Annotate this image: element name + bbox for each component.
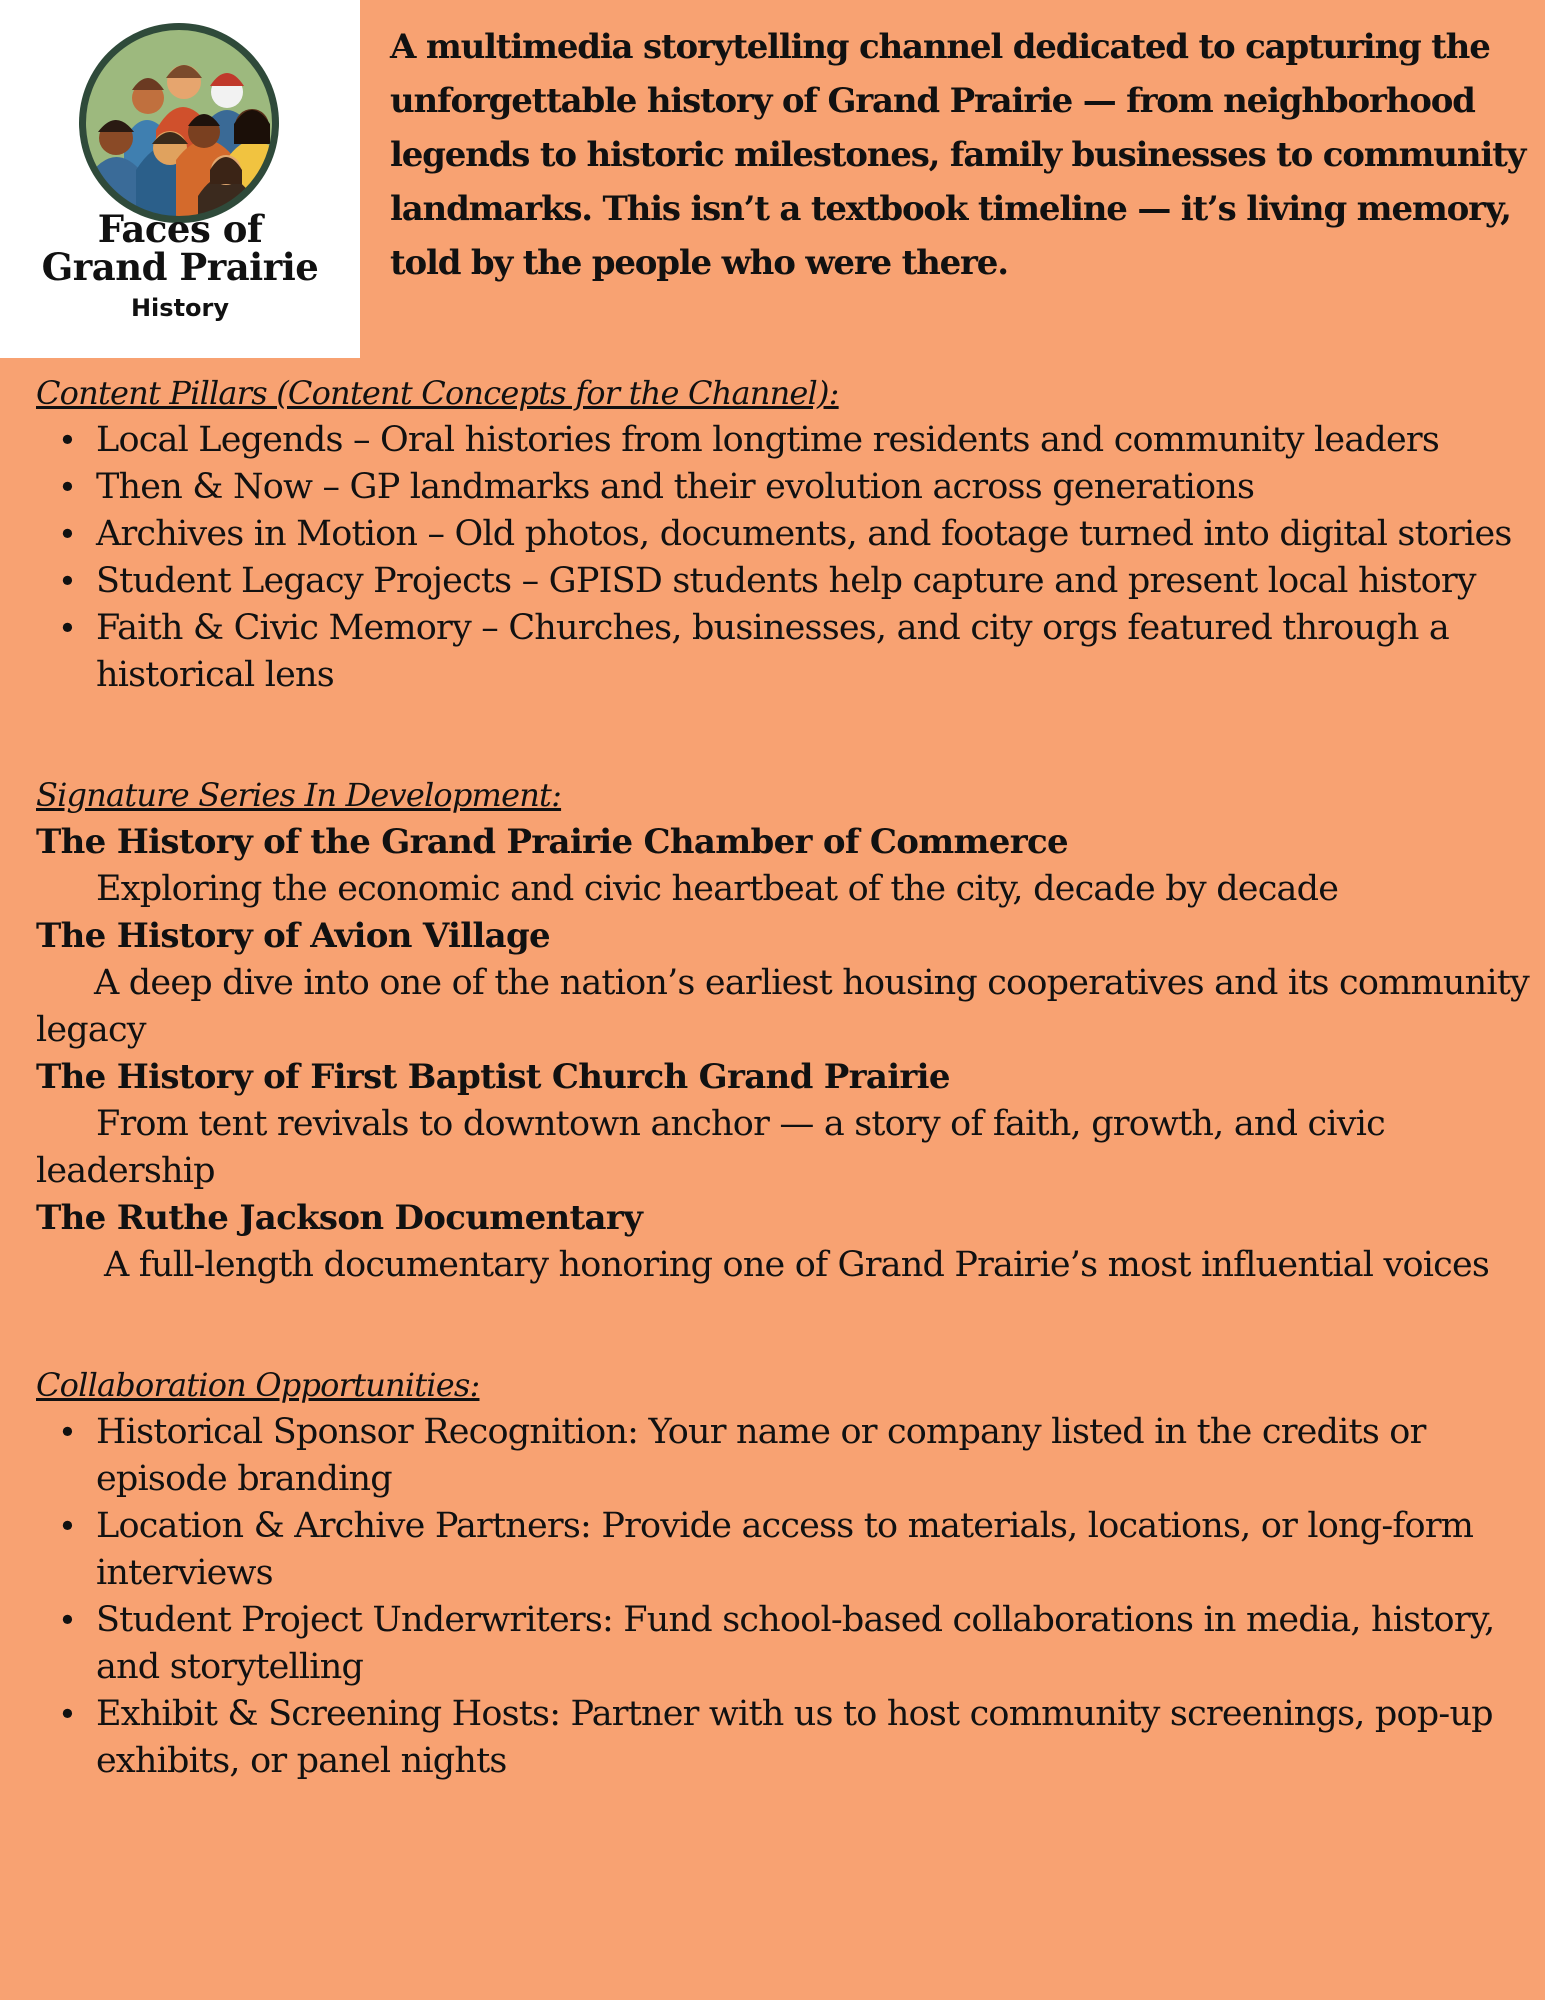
- logo-title-line1: Faces of: [97, 207, 263, 251]
- channel-logo: [0, 0, 360, 358]
- series-title: The History of First Baptist Church Grand Prairie: [36, 1057, 950, 1097]
- collab-heading: Collaboration Opportunities:: [36, 1366, 480, 1404]
- intro-paragraph: A multimedia storytelling channel dedicated to capturing the unforgettable history of Grand Prairie — from neighborhood legends to historic milestones, family businesses to community landmarks. This isn’t a textbook timeline — it’s living memory, told by the people who were there.: [390, 27, 1526, 283]
- list-item: • Faith & Civic Memory – Churches, businesses, and city orgs featured through a historical lens: [96, 605, 1536, 699]
- series-title: The History of Avion Village: [36, 916, 550, 956]
- series-description: A full-length documentary honoring one of Grand Prairie’s most influential voices: [104, 1245, 1490, 1285]
- list-item: • Local Legends – Oral histories from longtime residents and community leaders: [96, 417, 1536, 464]
- main-content: [36, 370, 1536, 1785]
- pillars-list: [36, 417, 1536, 699]
- logo-title-line2: Grand Prairie: [41, 245, 319, 289]
- list-item: • Exhibit & Screening Hosts: Partner with us to host community screenings, pop-up exhibits, or panel nights: [96, 1691, 1536, 1785]
- list-item: • Student Project Underwriters: Fund school-based collaborations in media, history, and storytelling: [96, 1597, 1536, 1691]
- series-title: The Ruthe Jackson Documentary: [36, 1198, 643, 1238]
- series-heading: Signature Series In Development:: [36, 776, 562, 814]
- series-description: A deep dive into one of the nation’s earliest housing cooperatives and its community legacy: [36, 963, 1529, 1050]
- series-title: The History of the Grand Prairie Chamber of Commerce: [36, 822, 1068, 862]
- list-item: • Then & Now – GP landmarks and their evolution across generations: [96, 464, 1536, 511]
- pillars-heading: Content Pillars (Content Concepts for the Channel):: [36, 374, 839, 412]
- list-item: • Student Legacy Projects – GPISD students help capture and present local history: [96, 558, 1536, 605]
- list-item: • Archives in Motion – Old photos, documents, and footage turned into digital stories: [96, 511, 1536, 558]
- series-description: From tent revivals to downtown anchor — a story of faith, growth, and civic leadership: [36, 1104, 1385, 1191]
- logo-subtitle: History: [130, 294, 230, 322]
- people-group-illustration: [76, 20, 282, 226]
- collab-list: [36, 1409, 1536, 1785]
- list-item: • Location & Archive Partners: Provide access to materials, locations, or long-form interviews: [96, 1503, 1536, 1597]
- series-description: Exploring the economic and civic heartbeat of the city, decade by decade: [96, 869, 1339, 909]
- list-item: • Historical Sponsor Recognition: Your name or company listed in the credits or episode branding: [96, 1409, 1536, 1503]
